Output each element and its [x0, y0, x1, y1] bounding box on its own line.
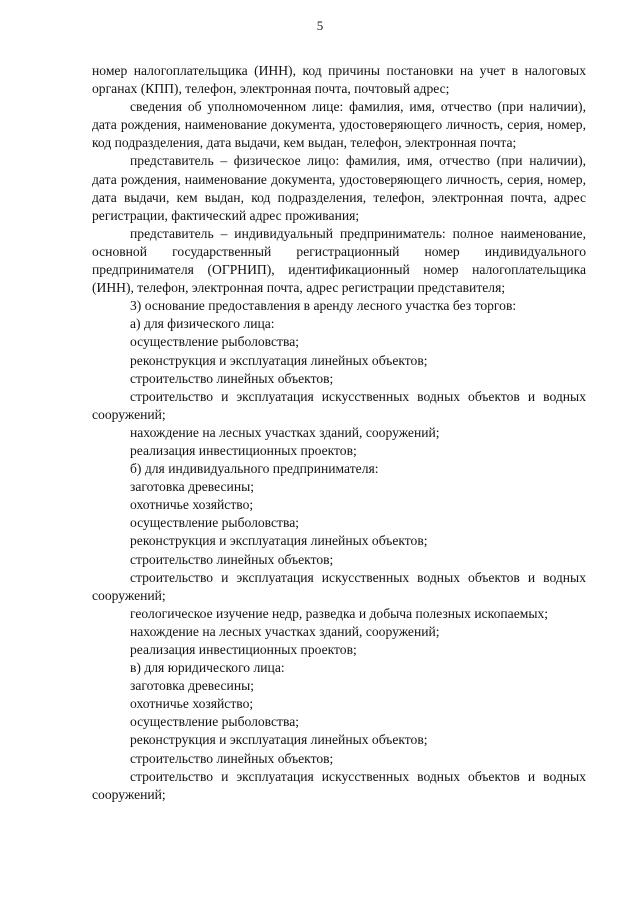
list-item: охотничье хозяйство;: [130, 497, 254, 513]
list-item: геологическое изучение недр, разведка и добыча полезных ископаемых;: [130, 605, 549, 621]
list-item: нахождение на лесных участках зданий, сооружений;: [130, 623, 440, 639]
paragraph: сведения об уполномоченном лице: фамилия, имя, отчество (при наличии), дата рождения, наименование документа, удостоверяющего личность, серия, номер, код подразделения, дата выдачи, кем выдан, телефон, электронная почта;: [92, 99, 586, 151]
list-item: реконструкция и эксплуатация линейных объектов;: [130, 732, 428, 748]
list-item: строительство линейных объектов;: [130, 370, 334, 386]
paragraph: 3) основание предоставления в аренду лесного участка без торгов:: [130, 298, 517, 314]
list-item: строительство и эксплуатация искусственных водных объектов и водных сооружений;: [92, 388, 586, 422]
list-item: б) для индивидуального предпринимателя:: [130, 461, 379, 477]
list-item: строительство линейных объектов;: [130, 551, 334, 567]
list-item: строительство и эксплуатация искусственных водных объектов и водных сооружений;: [92, 768, 586, 802]
list-item: осуществление рыболовства;: [130, 334, 300, 350]
paragraph: представитель – физическое лицо: фамилия, имя, отчество (при наличии), дата рождения, наименование документа, удостоверяющего личность, серия, номер, дата выдачи, кем выдан, код подразделения, телефон, электронная почта, адрес регистрации, фактический адрес проживания;: [92, 153, 586, 223]
list-item: заготовка древесины;: [130, 479, 255, 495]
list-item: заготовка древесины;: [130, 678, 255, 694]
paragraph: номер налогоплательщика (ИНН), код причины постановки на учет в налоговых органах (КПП), телефон, электронная почта, почтовый адрес;: [92, 63, 586, 97]
paragraph: представитель – индивидуальный предприниматель: полное наименование, основной государственный регистрационный номер индивидуального предпринимателя (ОГРНИП), идентификационный номер налогоплательщика (ИНН), телефон, электронная почта, адрес регистрации представителя;: [92, 225, 586, 296]
list-item: а) для физического лица:: [130, 316, 275, 332]
list-item: нахождение на лесных участках зданий, сооружений;: [130, 424, 440, 440]
list-item: реконструкция и эксплуатация линейных объектов;: [130, 533, 428, 549]
list-item: охотничье хозяйство;: [130, 696, 254, 712]
list-item: осуществление рыболовства;: [130, 714, 300, 730]
list-item: в) для юридического лица:: [130, 660, 285, 676]
page-number: 5: [316, 18, 324, 33]
document-body: [92, 62, 586, 804]
list-item: строительство линейных объектов;: [130, 750, 334, 766]
list-item: строительство и эксплуатация искусственных водных объектов и водных сооружений;: [92, 569, 586, 603]
list-item: реализация инвестиционных проектов;: [130, 442, 357, 458]
list-item: реконструкция и эксплуатация линейных объектов;: [130, 352, 428, 368]
list-item: реализация инвестиционных проектов;: [130, 642, 357, 657]
list-item: осуществление рыболовства;: [130, 515, 300, 531]
